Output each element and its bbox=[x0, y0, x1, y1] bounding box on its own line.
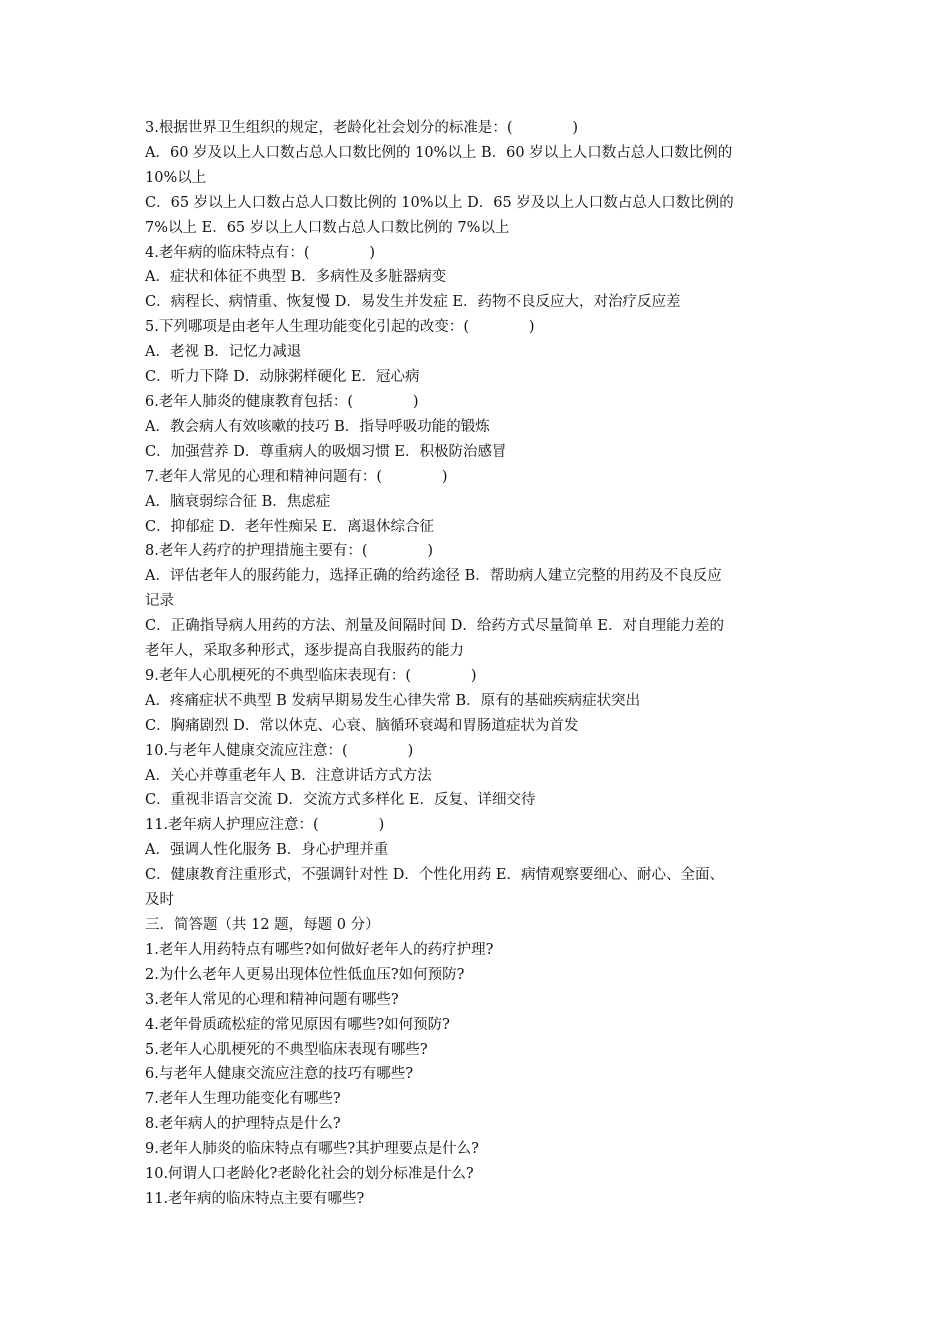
text-line: 3.老年人常见的心理和精神问题有哪些? bbox=[145, 991, 399, 1008]
text-line: A．评估老年人的服药能力，选择正确的给药途径 B．帮助病人建立完整的用药及不良反应 bbox=[145, 568, 722, 585]
text-line: 8.老年人药疗的护理措施主要有：( ) bbox=[145, 543, 434, 560]
text-line: A．关心并尊重老年人 B．注意讲话方式方法 bbox=[145, 767, 432, 784]
text-line: 及时 bbox=[145, 892, 174, 909]
text-line: C．正确指导病人用药的方法、剂量及间隔时间 D．给药方式尽量简单 E．对自理能力差的 bbox=[145, 618, 725, 635]
text-line: 10%以上 bbox=[145, 169, 207, 186]
text-line: 9.老年人肺炎的临床特点有哪些?其护理要点是什么? bbox=[145, 1141, 479, 1158]
text-line: A．疼痛症状不典型 B 发病早期易发生心律失常 B．原有的基础疾病症状突出 bbox=[145, 692, 641, 709]
text-line: 6.与老年人健康交流应注意的技巧有哪些? bbox=[145, 1066, 414, 1083]
text-line: 4.老年骨质疏松症的常见原因有哪些?如何预防? bbox=[145, 1016, 450, 1033]
text-line: A．教会病人有效咳嗽的技巧 B．指导呼吸功能的锻炼 bbox=[145, 418, 490, 435]
text-line: 2.为什么老年人更易出现体位性低血压?如何预防? bbox=[145, 966, 465, 983]
text-line: A．脑衰弱综合征 B．焦虑症 bbox=[145, 493, 331, 510]
text-line: A．强调人性化服务 B．身心护理并重 bbox=[145, 842, 389, 859]
text-line: 5.老年人心肌梗死的不典型临床表现有哪些? bbox=[145, 1041, 428, 1058]
text-line: 10.与老年人健康交流应注意：( ) bbox=[145, 742, 414, 759]
text-line: C．健康教育注重形式，不强调针对性 D．个性化用药 E．病情观察要细心、耐心、全面、 bbox=[145, 867, 725, 884]
text-line: C．抑郁症 D．老年性痴呆 E．离退休综合征 bbox=[145, 518, 435, 535]
text-line: 7.老年人生理功能变化有哪些? bbox=[145, 1091, 341, 1108]
text-line: C．听力下降 D．动脉粥样硬化 E．冠心病 bbox=[145, 369, 420, 386]
text-line: 10.何谓人口老龄化?老龄化社会的划分标准是什么? bbox=[145, 1166, 474, 1183]
text-line: 3.根据世界卫生组织的规定，老龄化社会划分的标准是：( ) bbox=[145, 120, 579, 136]
text-line: A．老视 B．记忆力减退 bbox=[145, 344, 302, 361]
text-line: 5.下列哪项是由老年人生理功能变化引起的改变：( ) bbox=[145, 319, 535, 336]
text-line: C．加强营养 D．尊重病人的吸烟习惯 E．积极防治感冒 bbox=[145, 443, 507, 460]
text-line: 7.老年人常见的心理和精神问题有：( ) bbox=[145, 468, 448, 485]
text-line: 7%以上 E．65 岁以上人口数占总人口数比例的 7%以上 bbox=[145, 219, 510, 236]
text-line: 8.老年病人的护理特点是什么? bbox=[145, 1116, 341, 1133]
text-line: 老年人，采取多种形式，逐步提高自我服药的能力 bbox=[145, 643, 464, 660]
text-line: 11.老年病人护理应注意：( ) bbox=[145, 817, 385, 834]
text-line: 6.老年人肺炎的健康教育包括：( ) bbox=[145, 393, 419, 410]
text-line: A．60 岁及以上人口数占总人口数比例的 10%以上 B．60 岁以上人口数占总人口数比例的 bbox=[145, 144, 733, 161]
text-line: 4.老年病的临床特点有：( ) bbox=[145, 244, 376, 261]
text-line: A．症状和体征不典型 B．多病性及多脏器病变 bbox=[145, 269, 447, 286]
document-page bbox=[145, 116, 813, 1212]
text-line: C．病程长、病情重、恢复慢 D．易发生并发症 E．药物不良反应大，对治疗反应差 bbox=[145, 294, 681, 311]
text-line: C．重视非语言交流 D．交流方式多样化 E．反复、详细交待 bbox=[145, 792, 536, 809]
text-line: 11.老年病的临床特点主要有哪些? bbox=[145, 1190, 365, 1207]
text-line: 三．简答题（共 12 题，每题 0 分） bbox=[145, 917, 380, 933]
text-line: 1.老年人用药特点有哪些?如何做好老年人的药疗护理? bbox=[145, 941, 494, 958]
text-line: 记录 bbox=[145, 593, 174, 610]
text-line: C．胸痛剧烈 D．常以休克、心衰、脑循环衰竭和胃肠道症状为首发 bbox=[145, 717, 579, 734]
text-line: C．65 岁以上人口数占总人口数比例的 10%以上 D．65 岁及以上人口数占总人口数比例的 bbox=[145, 194, 734, 211]
text-line: 9.老年人心肌梗死的不典型临床表现有：( ) bbox=[145, 667, 477, 684]
